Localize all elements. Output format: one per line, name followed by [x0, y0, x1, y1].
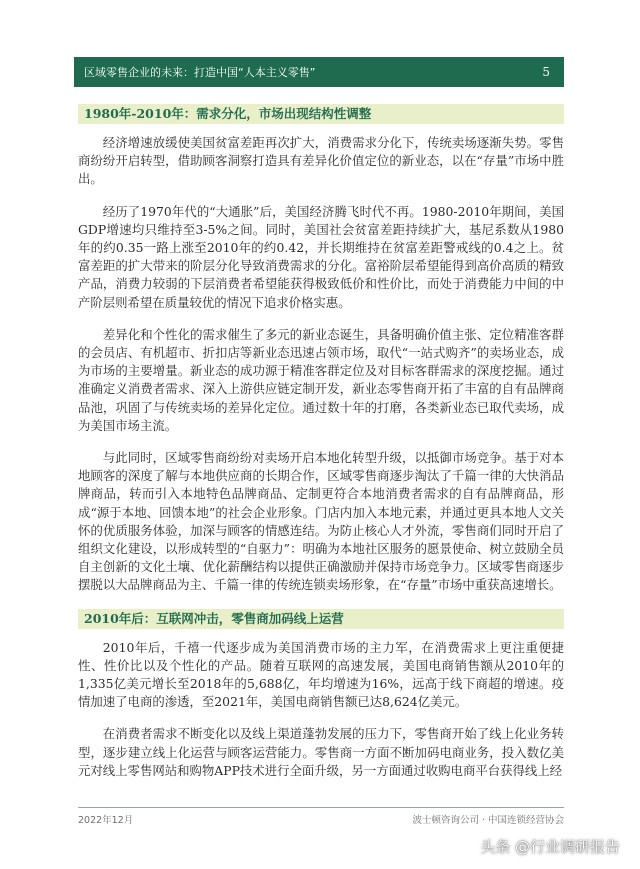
page-footer — [78, 812, 564, 826]
paragraph: 2010年后，千禧一代逐步成为美国消费市场的主力军，在消费需求上更注重便捷性、性价比以及个性化的产品。随着互联网的高速发展，美国电商销售额从2010年的1,335亿美元增长至2018年的5,688亿，年均增速为16%，远高于线下商超的增速。疫情加速了电商的渗透，至2021年，美国电商销售额已达8,624亿美元。 — [78, 639, 564, 710]
watermark: 头条 @行业调研报告 — [480, 838, 620, 856]
paragraph: 在消费者需求不断变化以及线上渠道蓬勃发展的压力下，零售商开始了线上化业务转型，逐步建立线上化运营与顾客运营能力。零售商一方面不断加码电商业务，投入数亿美元对线上零售网站和购物APP技术进行全面升级，另一方面通过收购电商平台获得线上经 — [78, 726, 564, 778]
section-title-1980-2010: 1980年-2010年：需求分化，市场出现结构性调整 — [78, 104, 564, 124]
page-header-bar — [74, 57, 564, 87]
header-title: 区域零售企业的未来：打造中国“人本主义零售” — [84, 66, 316, 79]
paragraph: 差异化和个性化的需求催生了多元的新业态诞生，具备明确价值主张、定位精准客群的会员店、有机超市、折扣店等新业态迅速占领市场，取代“一站式购齐”的卖场业态，成为市场的主要增量。新业态的成功源于精准客群定位及对目标客群需求的深度挖掘。通过准确定义消费者需求、深入上游供应链定制开发，新业态零售商开拓了丰富的自有品牌商品池，巩固了与传统卖场的差异化定位。通过数十年的打磨，各类新业态已取代卖场，成为美国市场主流。 — [78, 326, 564, 433]
footer-source: 波士顿咨询公司 · 中国连锁经营协会 — [412, 815, 564, 826]
article-body — [78, 104, 564, 794]
paragraph: 经济增速放缓使美国贫富差距再次扩大，消费需求分化下，传统卖场逐渐失势。零售商纷纷开启转型，借助顾客洞察打造具有差异化价值定位的新业态，以在“存量”市场中胜出。 — [78, 135, 564, 187]
footer-divider — [78, 807, 564, 808]
paragraph: 与此同时，区域零售商纷纷对卖场开启本地化转型升级，以抵御市场竞争。基于对本地顾客的深度了解与本地供应商的长期合作，区域零售商逐步淘汰了千篇一律的大快消品牌商品，转而引入本地特色品牌商品、定制更符合本地消费者需求的自有品牌商品，形成“源于本地、回馈本地”的社会企业形象。门店内加入本地元素，并通过更具本地人文关怀的优质服务体验，加深与顾客的情感连结。为防止核心人才外流，零售商们同时开启了组织文化建设，以形成转型的“自驱力”：明确为本地社区服务的愿景使命、树立鼓励全员自主创新的文化土壤、优化薪酬结构以提供正确激励并保持市场竞争力。区域零售商逐步摆脱以大品牌商品为主、千篇一律的传统连锁卖场形象，在“存量”市场中重获高速增长。 — [78, 450, 564, 593]
page-number: 5 — [542, 65, 550, 79]
paragraph: 经历了1970年代的“大通胀”后，美国经济腾飞时代不再。1980-2010年期间，美国GDP增速均只维持至3-5%之间。同时，美国社会贫富差距持续扩大，基尼系数从1980年的约0.35一路上涨至2010年的约0.42，并长期维持在贫富差距警戒线的0.4之上。贫富差距的扩大带来的阶层分化导致消费需求的分化。富裕阶层希望能得到高价高质的精致产品，消费力较弱的下层消费者希望能获得极致低价和性价比，而处于消费能力中间的中产阶层则希望在质量较优的情况下追求价格实惠。 — [78, 203, 564, 310]
section-title-2010-after: 2010年后：互联网冲击，零售商加码线上运营 — [78, 609, 564, 629]
footer-date: 2022年12月 — [78, 815, 134, 826]
